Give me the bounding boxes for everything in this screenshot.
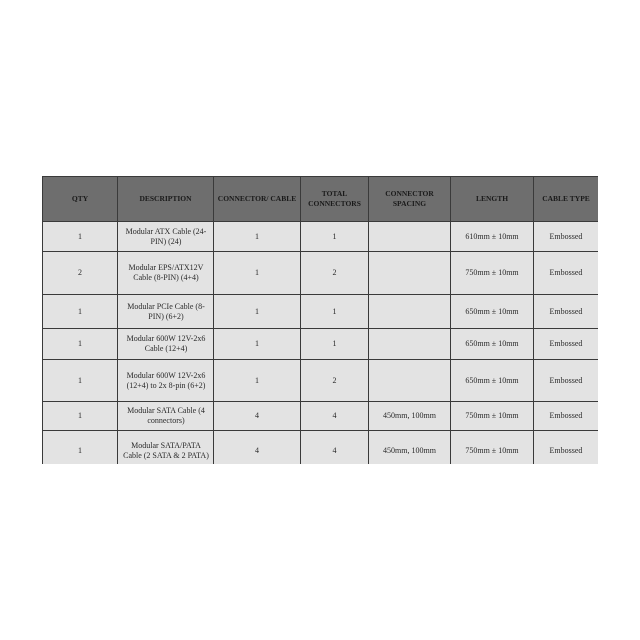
cell-cable-type: Embossed: [534, 431, 599, 465]
table-row: [43, 431, 599, 465]
cell-total-connectors: 2: [301, 252, 369, 295]
cell-connector-cable: 1: [214, 360, 301, 402]
cell-total-connectors: 4: [301, 431, 369, 465]
cell-connector-cable: 1: [214, 295, 301, 329]
cell-qty: 1: [43, 295, 118, 329]
cell-connector-cable: 1: [214, 222, 301, 252]
cell-description: [118, 431, 214, 465]
header-total-connectors: TOTAL CONNECTORS: [301, 177, 369, 222]
cell-qty: 1: [43, 402, 118, 431]
cell-description: [118, 360, 214, 402]
header-connector-cable: CONNECTOR/ CABLE: [214, 177, 301, 222]
cell-description-text: Modular ATX Cable (24-PIN) (24): [125, 226, 207, 246]
table-row: [43, 402, 599, 431]
table-row: [43, 295, 599, 329]
header-connector-spacing: CONNECTOR SPACING: [369, 177, 451, 222]
header-description: DESCRIPTION: [118, 177, 214, 222]
cell-total-connectors: 1: [301, 222, 369, 252]
table-row: [43, 252, 599, 295]
table-header: [43, 177, 599, 222]
cell-qty: 1: [43, 360, 118, 402]
cell-length: 750mm ± 10mm: [451, 402, 534, 431]
cell-cable-type: Embossed: [534, 402, 599, 431]
cell-total-connectors: 4: [301, 402, 369, 431]
cell-length: 650mm ± 10mm: [451, 360, 534, 402]
header-cable-type: CABLE TYPE: [534, 177, 599, 222]
cell-description: [118, 295, 214, 329]
table-row: [43, 360, 599, 402]
cell-description-text: Modular PCIe Cable (8-PIN) (6+2): [127, 301, 205, 321]
cell-description-text: Modular SATA Cable (4 connectors): [127, 406, 205, 425]
cell-connector-cable: 4: [214, 402, 301, 431]
cell-cable-type: Embossed: [534, 222, 599, 252]
cell-length: 750mm ± 10mm: [451, 431, 534, 465]
cell-description: [118, 329, 214, 360]
cell-description-text: Modular 600W 12V-2x6 Cable (12+4): [126, 334, 206, 353]
cell-connector-spacing: [369, 252, 451, 295]
table-row: [43, 222, 599, 252]
cell-length: 650mm ± 10mm: [451, 329, 534, 360]
table-row: [43, 329, 599, 360]
cell-connector-cable: 1: [214, 329, 301, 360]
cell-qty: 1: [43, 431, 118, 465]
cell-description: [118, 222, 214, 252]
cell-description-text: Modular 600W 12V-2x6 (12+4) to 2x 8-pin (6+2): [126, 370, 206, 390]
cell-description-text: Modular SATA/PATA Cable (2 SATA & 2 PATA): [123, 440, 209, 460]
cable-spec-table-wrapper: [42, 176, 598, 464]
cell-cable-type: Embossed: [534, 360, 599, 402]
cell-total-connectors: 2: [301, 360, 369, 402]
cell-description: [118, 402, 214, 431]
cell-connector-spacing: [369, 295, 451, 329]
cell-cable-type: Embossed: [534, 252, 599, 295]
cell-connector-spacing: 450mm, 100mm: [369, 431, 451, 465]
cable-spec-table: [42, 176, 598, 464]
cell-description: [118, 252, 214, 295]
cell-connector-cable: 1: [214, 252, 301, 295]
cell-total-connectors: 1: [301, 329, 369, 360]
header-row: [43, 177, 599, 222]
header-qty: QTY: [43, 177, 118, 222]
cell-connector-cable: 4: [214, 431, 301, 465]
cell-total-connectors: 1: [301, 295, 369, 329]
cell-cable-type: Embossed: [534, 329, 599, 360]
cell-connector-spacing: [369, 329, 451, 360]
cell-length: 650mm ± 10mm: [451, 295, 534, 329]
cell-qty: 1: [43, 222, 118, 252]
cell-connector-spacing: 450mm, 100mm: [369, 402, 451, 431]
cell-connector-spacing: [369, 360, 451, 402]
cell-description-text: Modular EPS/ATX12V Cable (8-PIN) (4+4): [128, 263, 204, 282]
cell-length: 750mm ± 10mm: [451, 252, 534, 295]
header-length: LENGTH: [451, 177, 534, 222]
table-body: [43, 222, 599, 465]
cell-qty: 2: [43, 252, 118, 295]
cell-cable-type: Embossed: [534, 295, 599, 329]
cell-qty: 1: [43, 329, 118, 360]
cell-length: 610mm ± 10mm: [451, 222, 534, 252]
cell-connector-spacing: [369, 222, 451, 252]
